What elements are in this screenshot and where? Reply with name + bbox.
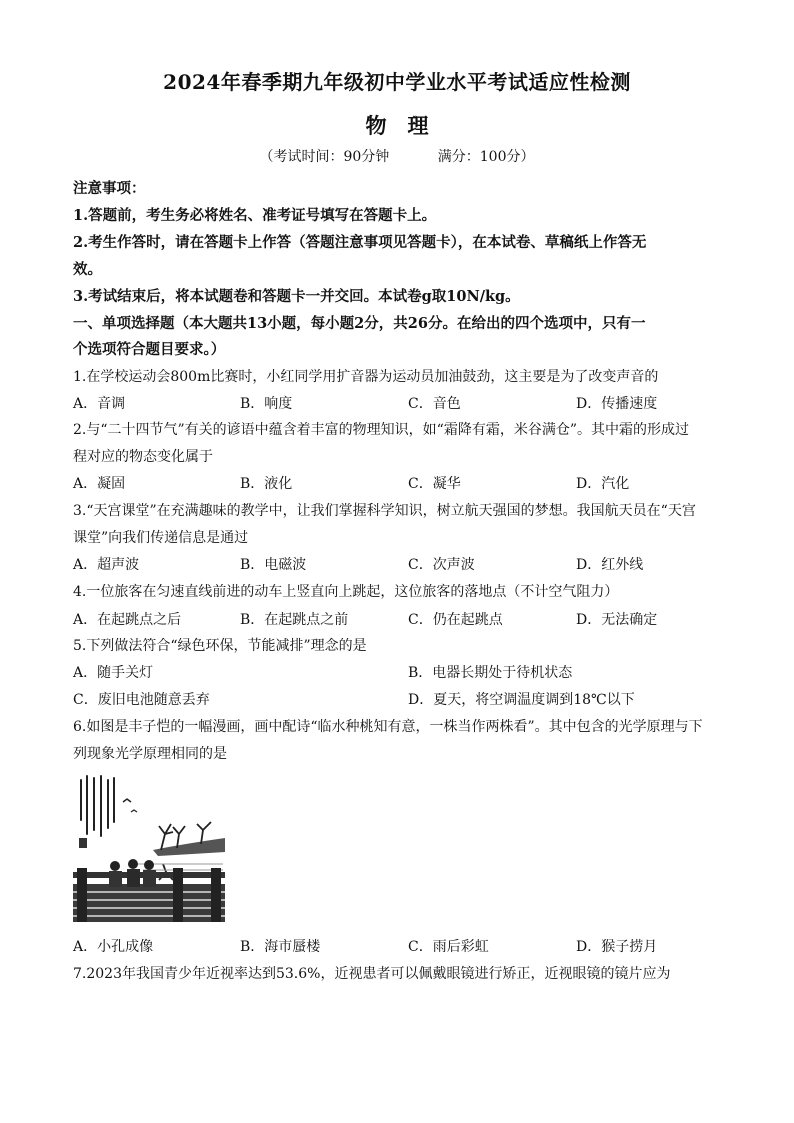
section-heading-cont: 个选项符合题目要求。） [73, 341, 226, 358]
exam-time: （考试时间：90分钟 [259, 149, 390, 165]
q3-option-c: C．次声波 [408, 557, 475, 573]
q5-option-a: A．随手关灯 [73, 665, 154, 681]
question-6-cont: 列现象光学原理相同的是 [73, 746, 227, 762]
note-item: 3.考试结束后，将本试题卷和答题卡一并交回。本试卷g取10N/kg。 [73, 288, 520, 305]
q1-option-c: C．音色 [408, 396, 461, 412]
exam-info [0, 146, 794, 166]
question-3: 3.“天宫课堂”在充满趣味的教学中，让我们掌握科学知识，树立航天强国的梦想。我国航天员在“天宫 [73, 503, 696, 519]
q6-option-c: C．雨后彩虹 [408, 939, 489, 955]
cartoon-illustration [73, 772, 225, 922]
notes-heading: 注意事项： [73, 180, 146, 197]
q2-option-a: A．凝固 [73, 476, 126, 492]
note-item: 1.答题前，考生务必将姓名、准考证号填写在答题卡上。 [73, 207, 437, 224]
question-6: 6.如图是丰子恺的一幅漫画，画中配诗“临水种桃知有意，一株当作两株看”。其中包含的光学原理与下 [73, 719, 703, 735]
q4-option-a: A．在起跳点之后 [73, 612, 182, 628]
q2-option-c: C．凝华 [408, 476, 461, 492]
q6-option-b: B．海市蜃楼 [240, 939, 321, 955]
exam-title: 2024年春季期九年级初中学业水平考试适应性检测 [163, 70, 631, 94]
q1-option-d: D．传播速度 [576, 396, 658, 412]
q5-option-c: C．废旧电池随意丢弃 [73, 692, 210, 708]
q1-option-a: A．音调 [73, 396, 126, 412]
q2-option-d: D．汽化 [576, 476, 630, 492]
question-7: 7.2023年我国青少年近视率达到53.6%，近视患者可以佩戴眼镜进行矫正，近视眼镜的镜片应为 [73, 966, 671, 982]
q3-option-b: B．电磁波 [240, 557, 307, 573]
question-1: 1.在学校运动会800m比赛时，小红同学用扩音器为运动员加油鼓劲，这主要是为了改变声音的 [73, 369, 659, 385]
note-item: 效。 [73, 261, 102, 278]
question-2-cont: 程对应的物态变化属于 [73, 449, 213, 465]
q6-option-a: A．小孔成像 [73, 939, 154, 955]
question-2: 2.与“二十四节气”有关的谚语中蕴含着丰富的物理知识，如“霜降有霜，米谷满仓”。其中霜的形成过 [73, 422, 689, 438]
q1-option-b: B．响度 [240, 396, 293, 412]
q2-option-b: B．液化 [240, 476, 293, 492]
q5-option-b: B．电器长期处于待机状态 [408, 665, 573, 681]
section-heading: 一、单项选择题（本大题共13小题，每小题2分，共26分。在给出的四个选项中，只有一 [73, 315, 646, 332]
question-3-cont: 课堂”向我们传递信息是通过 [73, 530, 249, 546]
q6-option-d: D．猴子捞月 [576, 939, 658, 955]
note-item: 2.考生作答时，请在答题卡上作答（答题注意事项见答题卡），在本试卷、草稿纸上作答无 [73, 234, 647, 251]
question-4: 4.一位旅客在匀速直线前进的动车上竖直向上跳起，这位旅客的落地点（不计空气阻力） [73, 584, 619, 600]
q4-option-b: B．在起跳点之前 [240, 612, 349, 628]
q4-option-d: D．无法确定 [576, 612, 658, 628]
q3-option-d: D．红外线 [576, 557, 644, 573]
question-5: 5.下列做法符合“绿色环保，节能减排”理念的是 [73, 638, 367, 654]
q5-option-d: D．夏天，将空调温度调到18℃以下 [408, 692, 635, 708]
exam-score: 满分：100分） [437, 149, 535, 165]
q4-option-c: C．仍在起跳点 [408, 612, 503, 628]
q3-option-a: A．超声波 [73, 557, 140, 573]
subject-title: 物 理 [365, 113, 429, 138]
